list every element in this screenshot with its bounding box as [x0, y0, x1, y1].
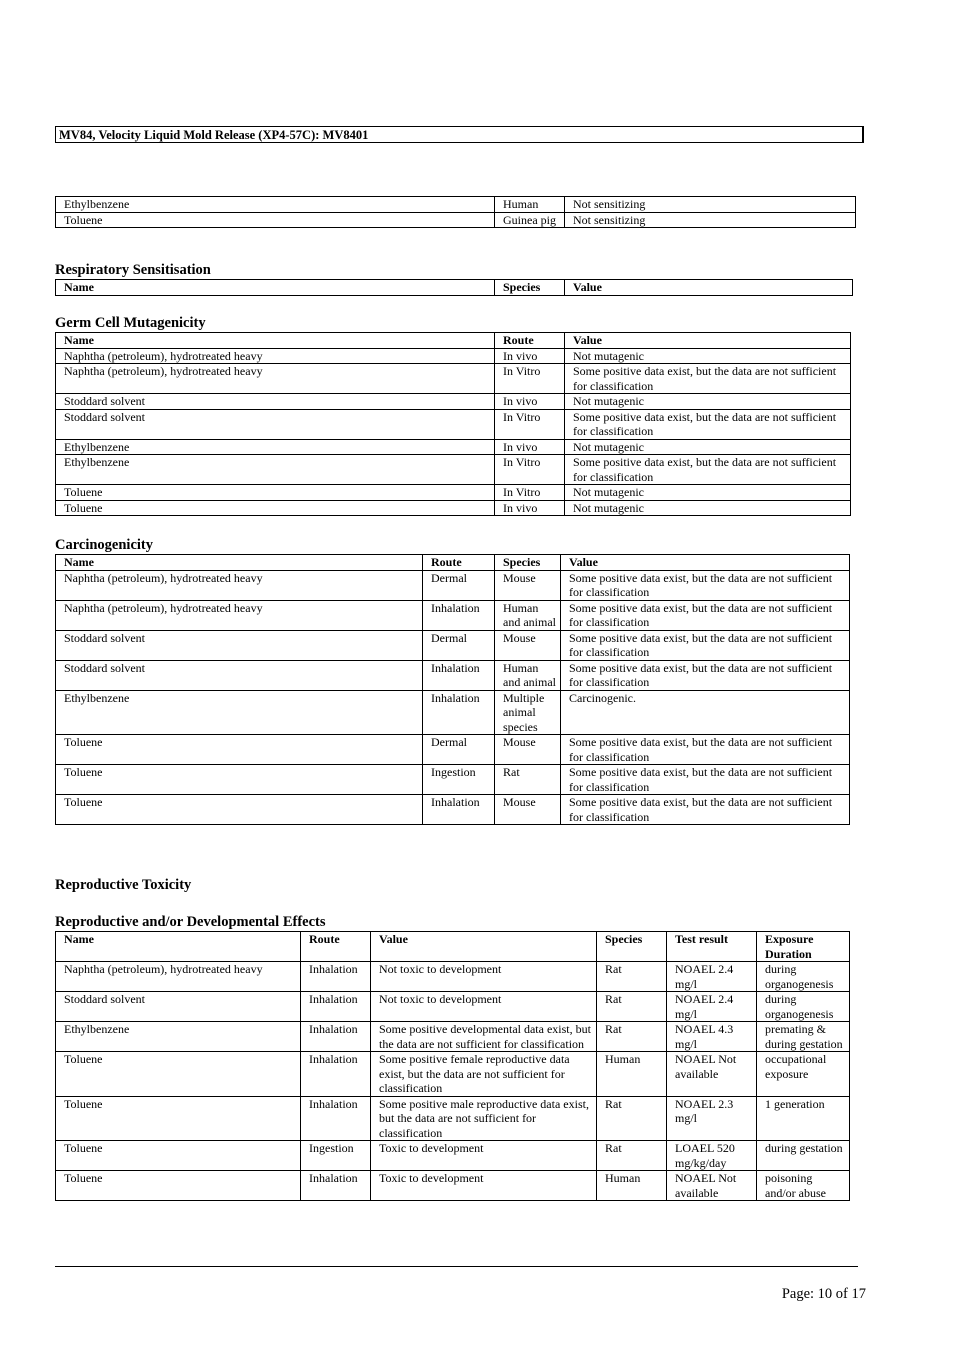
table-cell: Stoddard solvent: [56, 992, 301, 1022]
table-cell: Not toxic to development: [371, 992, 597, 1022]
table-cell: NOAEL 2.4 mg/l: [667, 962, 757, 992]
table-cell: Some positive male reproductive data exist, but the data are not sufficient for classification: [371, 1096, 597, 1141]
column-header-value: Value: [565, 280, 853, 296]
table-cell: Some positive data exist, but the data are not sufficient for classification: [561, 765, 850, 795]
table-cell: In vivo: [495, 348, 565, 364]
table-row: [56, 600, 850, 630]
table-cell: Dermal: [423, 630, 495, 660]
column-header-value: Value: [561, 555, 850, 571]
table-cell: NOAEL 2.4 mg/l: [667, 992, 757, 1022]
table-cell: Naphtha (petroleum), hydrotreated heavy: [56, 348, 495, 364]
table-row: [56, 962, 850, 992]
table-cell: Ingestion: [423, 765, 495, 795]
reproductive-toxicity-heading: Reproductive Toxicity: [55, 877, 192, 893]
table-cell: Some positive data exist, but the data are not sufficient for classification: [565, 455, 851, 485]
column-header-route: Route: [423, 555, 495, 571]
table-cell: Stoddard solvent: [56, 630, 423, 660]
table-row: [56, 630, 850, 660]
column-header-species: Species: [495, 555, 561, 571]
table-cell: Toluene: [56, 1052, 301, 1097]
table-row: [56, 570, 850, 600]
table-row: [56, 690, 850, 735]
table-cell: Naphtha (petroleum), hydrotreated heavy: [56, 570, 423, 600]
carcinogenicity-heading: Carcinogenicity: [55, 537, 153, 553]
table-row: [56, 660, 850, 690]
table-cell: NOAEL Not available: [667, 1052, 757, 1097]
germ-cell-mutagenicity-heading: Germ Cell Mutagenicity: [55, 315, 206, 331]
table-cell: Inhalation: [301, 1096, 371, 1141]
table-cell: Ethylbenzene: [56, 197, 495, 213]
table-cell: Stoddard solvent: [56, 660, 423, 690]
table-cell: Not sensitizing: [565, 197, 856, 213]
table-row: [56, 500, 851, 516]
table-cell: Carcinogenic.: [561, 690, 850, 735]
table-cell: Some positive developmental data exist, but the data are not sufficient for classification: [371, 1022, 597, 1052]
respiratory-sensitisation-heading: Respiratory Sensitisation: [55, 262, 211, 278]
table-cell: Some positive data exist, but the data are not sufficient for classification: [565, 409, 851, 439]
table-cell: Toluene: [56, 795, 423, 825]
table-cell: Human: [597, 1052, 667, 1097]
column-header-species: Species: [597, 932, 667, 962]
column-header-name: Name: [56, 555, 423, 571]
table-cell: Guinea pig: [495, 212, 565, 228]
table-cell: Ingestion: [301, 1141, 371, 1171]
table-cell: Some positive data exist, but the data are not sufficient for classification: [561, 630, 850, 660]
table-cell: Some positive data exist, but the data are not sufficient for classification: [565, 364, 851, 394]
table-cell: Stoddard solvent: [56, 394, 495, 410]
table-cell: Not mutagenic: [565, 348, 851, 364]
column-header-name: Name: [56, 280, 495, 296]
table-cell: Dermal: [423, 570, 495, 600]
table-cell: Toxic to development: [371, 1171, 597, 1201]
table-cell: Some positive data exist, but the data are not sufficient for classification: [561, 795, 850, 825]
table-row: [56, 735, 850, 765]
table-row: [56, 364, 851, 394]
table-cell: Human: [597, 1171, 667, 1201]
table-cell: Ethylbenzene: [56, 690, 423, 735]
column-header-test-result: Test result: [667, 932, 757, 962]
table-cell: Rat: [597, 1096, 667, 1141]
table-cell: Inhalation: [423, 660, 495, 690]
table-cell: during gestation: [757, 1141, 850, 1171]
table-cell: Toluene: [56, 1096, 301, 1141]
repro-dev-body: [56, 962, 850, 1201]
column-header-value: Value: [565, 333, 851, 349]
table-cell: 1 generation: [757, 1096, 850, 1141]
table-cell: In Vitro: [495, 485, 565, 501]
column-header-exposure-duration: Exposure Duration: [757, 932, 850, 962]
table-cell: Not mutagenic: [565, 500, 851, 516]
table-cell: Human and animal: [495, 600, 561, 630]
table-cell: Rat: [495, 765, 561, 795]
table-cell: poisoning and/or abuse: [757, 1171, 850, 1201]
table-cell: In Vitro: [495, 409, 565, 439]
table-cell: Inhalation: [423, 690, 495, 735]
respiratory-sensitisation-table: [55, 279, 853, 296]
table-cell: Mouse: [495, 570, 561, 600]
table-cell: Human: [495, 197, 565, 213]
table-cell: NOAEL 2.3 mg/l: [667, 1096, 757, 1141]
table-row: [56, 1052, 850, 1097]
table-cell: during organogenesis: [757, 962, 850, 992]
table-cell: Ethylbenzene: [56, 1022, 301, 1052]
page-number: Page: 10 of 17: [781, 1286, 866, 1302]
table-row: [56, 1171, 850, 1201]
skin-sensitisation-body: [56, 197, 856, 228]
table-row: [56, 485, 851, 501]
table-cell: Some positive data exist, but the data are not sufficient for classification: [561, 660, 850, 690]
table-cell: Toluene: [56, 1171, 301, 1201]
table-cell: In vivo: [495, 500, 565, 516]
table-cell: Mouse: [495, 735, 561, 765]
table-cell: Some positive data exist, but the data are not sufficient for classification: [561, 570, 850, 600]
column-header-name: Name: [56, 932, 301, 962]
table-row: [56, 455, 851, 485]
table-cell: Inhalation: [301, 992, 371, 1022]
footer-rule: [55, 1266, 858, 1267]
table-cell: Mouse: [495, 630, 561, 660]
table-cell: Rat: [597, 992, 667, 1022]
carcinogenicity-body: [56, 570, 850, 825]
table-cell: Inhalation: [301, 1052, 371, 1097]
table-cell: Some positive female reproductive data exist, but the data are not sufficient for classification: [371, 1052, 597, 1097]
table-cell: NOAEL 4.3 mg/l: [667, 1022, 757, 1052]
table-cell: Toluene: [56, 735, 423, 765]
table-row: [56, 1096, 850, 1141]
column-header-name: Name: [56, 333, 495, 349]
table-cell: In Vitro: [495, 364, 565, 394]
table-cell: Some positive data exist, but the data are not sufficient for classification: [561, 600, 850, 630]
table-cell: Toxic to development: [371, 1141, 597, 1171]
table-cell: Rat: [597, 962, 667, 992]
table-row: [56, 197, 856, 213]
table-cell: Toluene: [56, 1141, 301, 1171]
column-header-species: Species: [495, 280, 565, 296]
table-cell: Ethylbenzene: [56, 455, 495, 485]
table-cell: Naphtha (petroleum), hydrotreated heavy: [56, 962, 301, 992]
table-row: [56, 765, 850, 795]
table-cell: LOAEL 520 mg/kg/day: [667, 1141, 757, 1171]
table-row: [56, 992, 850, 1022]
table-row: [56, 439, 851, 455]
table-cell: In vivo: [495, 394, 565, 410]
table-row: [56, 1022, 850, 1052]
carcinogenicity-table: [55, 554, 850, 825]
table-row: [56, 394, 851, 410]
table-cell: Mouse: [495, 795, 561, 825]
table-cell: Inhalation: [301, 1171, 371, 1201]
column-header-route: Route: [301, 932, 371, 962]
skin-sensitisation-table: [55, 196, 856, 228]
table-row: [56, 212, 856, 228]
table-cell: Ethylbenzene: [56, 439, 495, 455]
table-cell: Rat: [597, 1141, 667, 1171]
table-cell: Not mutagenic: [565, 439, 851, 455]
table-row: [56, 348, 851, 364]
table-cell: Not sensitizing: [565, 212, 856, 228]
germ-cell-body: [56, 348, 851, 516]
table-cell: Naphtha (petroleum), hydrotreated heavy: [56, 600, 423, 630]
table-row: [56, 795, 850, 825]
table-row: [56, 409, 851, 439]
table-cell: Multiple animal species: [495, 690, 561, 735]
repro-dev-effects-heading: Reproductive and/or Developmental Effects: [55, 914, 326, 930]
table-cell: during organogenesis: [757, 992, 850, 1022]
table-cell: In Vitro: [495, 455, 565, 485]
table-cell: Toluene: [56, 765, 423, 795]
table-cell: Not mutagenic: [565, 485, 851, 501]
table-cell: Inhalation: [423, 795, 495, 825]
table-cell: Naphtha (petroleum), hydrotreated heavy: [56, 364, 495, 394]
table-cell: Dermal: [423, 735, 495, 765]
table-cell: Inhalation: [423, 600, 495, 630]
table-cell: Toluene: [56, 212, 495, 228]
column-header-value: Value: [371, 932, 597, 962]
germ-cell-mutagenicity-table: [55, 332, 851, 516]
table-cell: Not toxic to development: [371, 962, 597, 992]
table-cell: Rat: [597, 1022, 667, 1052]
table-row: [56, 1141, 850, 1171]
table-cell: premating & during gestation: [757, 1022, 850, 1052]
column-header-route: Route: [495, 333, 565, 349]
table-cell: occupational exposure: [757, 1052, 850, 1097]
table-cell: Toluene: [56, 485, 495, 501]
document-title: MV84, Velocity Liquid Mold Release (XP4-57C): MV8401: [55, 126, 864, 143]
table-cell: Not mutagenic: [565, 394, 851, 410]
table-cell: Inhalation: [301, 962, 371, 992]
table-cell: Toluene: [56, 500, 495, 516]
table-cell: Stoddard solvent: [56, 409, 495, 439]
table-cell: Some positive data exist, but the data are not sufficient for classification: [561, 735, 850, 765]
table-cell: In vivo: [495, 439, 565, 455]
repro-dev-effects-table: [55, 931, 850, 1201]
table-cell: Human and animal: [495, 660, 561, 690]
table-cell: NOAEL Not available: [667, 1171, 757, 1201]
table-cell: Inhalation: [301, 1022, 371, 1052]
